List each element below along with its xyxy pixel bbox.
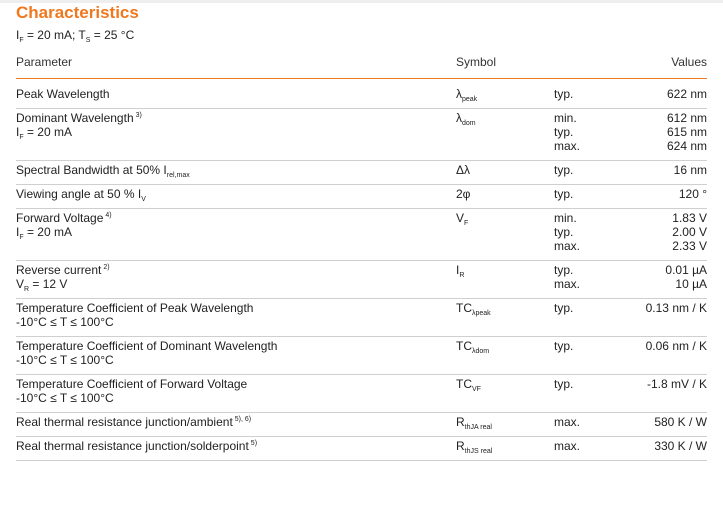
parameter-cell xyxy=(16,339,446,367)
footnote-ref: 5), 6) xyxy=(234,416,252,423)
value-cell xyxy=(654,415,707,429)
symbol-cell: $TC_{\lambda dom}$ xyxy=(456,339,490,355)
if-label: I xyxy=(16,28,20,42)
parameter-cell xyxy=(16,87,446,101)
value-cell xyxy=(674,163,707,177)
footnote-ref: 3) xyxy=(135,112,142,119)
qualifier: typ. xyxy=(554,339,574,353)
value: 1.83 V xyxy=(672,211,707,225)
table-row xyxy=(16,375,707,413)
parameter-name: Spectral Bandwidth at 50% $I_{rel,max}$ xyxy=(16,163,190,179)
parameter-name: Dominant Wavelength $^{3)}$ xyxy=(16,111,142,125)
value-cell xyxy=(654,439,707,453)
symbol-cell: $R_{thJS real}$ xyxy=(456,439,493,455)
symbol-subscript: peak xyxy=(462,96,478,103)
parameter-name: Temperature Coefficient of Forward Voltage xyxy=(16,377,248,391)
header-values: Values xyxy=(671,55,707,69)
value: 10 µA xyxy=(675,277,707,291)
value: 612 nm xyxy=(666,111,707,125)
symbol-subscript: dom xyxy=(462,120,476,127)
parameter-name: Peak Wavelength xyxy=(16,87,110,101)
parameter-condition: -10°C ≤ T ≤ 100°C xyxy=(16,391,114,405)
qualifier: typ. xyxy=(554,263,574,277)
table-row xyxy=(16,437,707,461)
qualifier-cell xyxy=(554,263,580,291)
qualifier-cell xyxy=(554,377,573,391)
parameter-subscript: V xyxy=(141,196,146,203)
qualifier: min. xyxy=(554,211,577,225)
footnote-ref: 4) xyxy=(105,212,112,219)
parameter-cell xyxy=(16,377,446,405)
parameter-condition: $I_F = 20$ mA xyxy=(16,225,72,241)
table-row xyxy=(16,161,707,185)
value-cell xyxy=(646,339,707,353)
qualifier-cell xyxy=(554,163,573,177)
symbol-subscript: λdom xyxy=(472,348,490,355)
qualifier: max. xyxy=(554,415,581,429)
table-row xyxy=(16,85,707,109)
qualifier: min. xyxy=(554,111,577,125)
parameter-cell xyxy=(16,439,446,453)
value: -1.8 mV / K xyxy=(646,377,707,391)
value-cell xyxy=(665,263,707,291)
symbol-cell: $V_F$ xyxy=(456,211,469,227)
section-title: Characteristics xyxy=(16,3,139,22)
symbol-subscript: F xyxy=(464,220,469,227)
qualifier-cell xyxy=(554,87,573,101)
qualifier-cell xyxy=(554,301,573,315)
condition-subscript: F xyxy=(19,134,24,141)
value: 2.33 V xyxy=(672,239,707,253)
qualifier: max. xyxy=(554,439,581,453)
qualifier: typ. xyxy=(554,225,574,239)
qualifier-cell xyxy=(554,111,580,153)
symbol-cell: $\lambda_{dom}$ xyxy=(456,111,476,127)
value: 0.01 µA xyxy=(665,263,707,277)
table-row xyxy=(16,337,707,375)
value-cell xyxy=(667,87,707,101)
parameter-condition: -10°C ≤ T ≤ 100°C xyxy=(16,315,114,329)
parameter-name: Real thermal resistance junction/ambient $^{5), 6)}$ xyxy=(16,415,252,429)
parameter-name: Real thermal resistance junction/solderpoint $^{5)}$ xyxy=(16,439,258,453)
symbol-cell: $TC_{\lambda peak}$ xyxy=(456,301,491,317)
parameter-name: Reverse current $^{2)}$ xyxy=(16,263,110,277)
value: 0.13 nm / K xyxy=(645,301,707,315)
parameter-name: Temperature Coefficient of Dominant Wavelength xyxy=(16,339,278,353)
parameter-subscript: rel,max xyxy=(166,172,190,179)
value: 0.06 nm / K xyxy=(645,339,707,353)
parameter-cell xyxy=(16,187,446,201)
qualifier: typ. xyxy=(554,87,574,101)
condition-subscript: F xyxy=(19,234,24,241)
header-symbol: Symbol xyxy=(456,55,497,69)
qualifier: typ. xyxy=(554,163,574,177)
parameter-cell xyxy=(16,263,446,291)
parameter-cell xyxy=(16,415,446,429)
value: 120 ° xyxy=(678,187,707,201)
value-cell xyxy=(672,211,707,253)
qualifier-cell xyxy=(554,439,580,453)
qualifier-cell xyxy=(554,211,580,253)
footnote-ref: 2) xyxy=(103,264,110,271)
qualifier-cell xyxy=(554,339,573,353)
table-row xyxy=(16,413,707,437)
value: 615 nm xyxy=(666,125,707,139)
symbol-subscript: thJS real xyxy=(464,448,493,455)
parameter-name: Temperature Coefficient of Peak Wavelength xyxy=(16,301,254,315)
if-value: = 20 mA; T xyxy=(23,28,86,42)
qualifier: max. xyxy=(554,277,581,291)
symbol-cell: 2φ xyxy=(456,187,471,201)
qualifier: typ. xyxy=(554,377,574,391)
value-cell xyxy=(667,111,707,153)
table-row xyxy=(16,261,707,299)
parameter-cell xyxy=(16,211,446,239)
qualifier: typ. xyxy=(554,301,574,315)
qualifier-cell xyxy=(554,415,580,429)
value-cell xyxy=(647,377,707,391)
table-row xyxy=(16,109,707,161)
qualifier: max. xyxy=(554,239,581,253)
ts-value: = 25 °C xyxy=(90,28,135,42)
table-row xyxy=(16,185,707,209)
value: 624 nm xyxy=(666,139,707,153)
value-cell xyxy=(646,301,707,315)
header-parameter: Parameter xyxy=(16,55,73,69)
parameter-cell xyxy=(16,111,446,139)
parameter-condition: $V_R = 12$ V xyxy=(16,277,68,293)
table-header xyxy=(16,54,707,79)
symbol-cell: $I_R$ xyxy=(456,263,465,279)
value: 580 K / W xyxy=(654,415,707,429)
symbol-subscript: λpeak xyxy=(472,310,491,317)
symbol-cell: $TC_{VF}$ xyxy=(456,377,481,393)
ts-sub: S xyxy=(85,37,91,44)
value: 2.00 V xyxy=(672,225,707,239)
table-row xyxy=(16,299,707,337)
symbol-cell: Δλ xyxy=(456,163,471,177)
symbol-subscript: R xyxy=(459,272,465,279)
if-sub: F xyxy=(19,37,24,44)
symbol-cell: $R_{thJA real}$ xyxy=(456,415,492,431)
value: 622 nm xyxy=(666,87,707,101)
qualifier: typ. xyxy=(554,125,574,139)
footnote-ref: 5) xyxy=(250,440,258,447)
symbol-subscript: VF xyxy=(472,386,481,393)
qualifier: typ. xyxy=(554,187,574,201)
parameter-condition: -10°C ≤ T ≤ 100°C xyxy=(16,353,114,367)
parameter-name: Forward Voltage $^{4)}$ xyxy=(16,211,112,225)
table-row xyxy=(16,209,707,261)
parameter-cell xyxy=(16,301,446,329)
qualifier-cell xyxy=(554,187,573,201)
parameter-condition: $I_F = 20$ mA xyxy=(16,125,72,141)
parameter-cell xyxy=(16,163,446,177)
condition-subscript: R xyxy=(24,286,30,293)
characteristics-table xyxy=(16,85,707,461)
test-conditions xyxy=(16,27,134,43)
qualifier: max. xyxy=(554,139,581,153)
value: 330 K / W xyxy=(654,439,707,453)
value-cell xyxy=(679,187,707,201)
symbol-cell: $\lambda_{peak}$ xyxy=(456,87,478,103)
symbol-subscript: thJA real xyxy=(464,424,492,431)
value: 16 nm xyxy=(673,163,707,177)
parameter-name: Viewing angle at 50 % $I_V$ xyxy=(16,187,146,203)
